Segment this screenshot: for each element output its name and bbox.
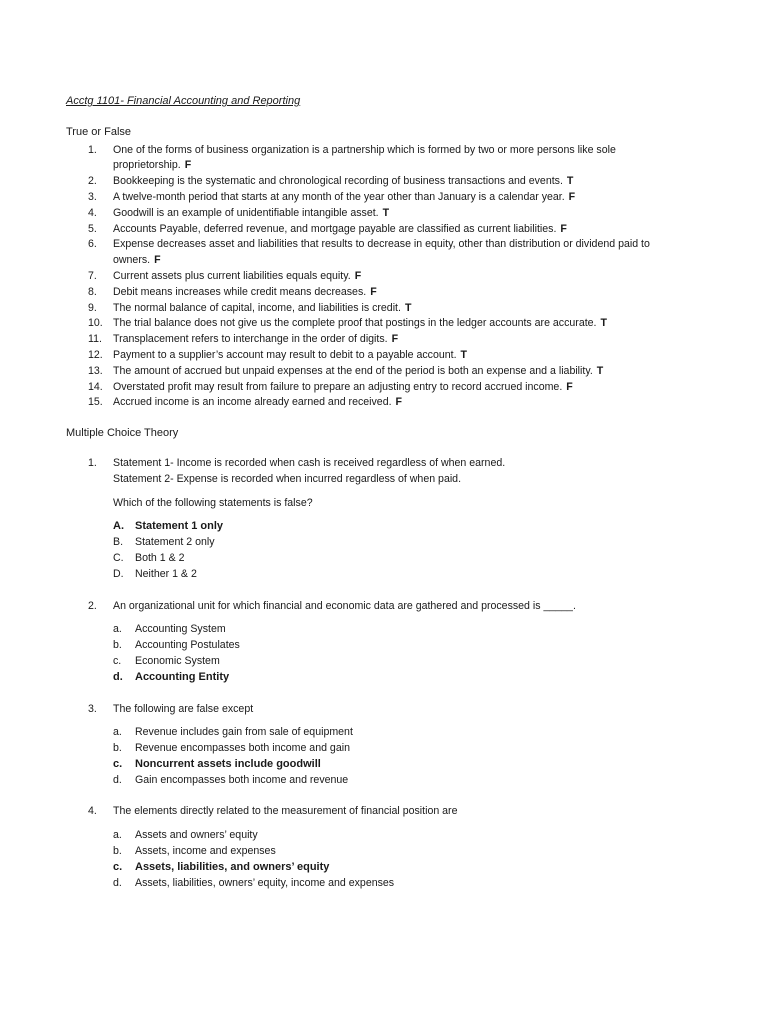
mc-option-letter: c. (113, 757, 123, 770)
mc-option (113, 828, 708, 844)
tf-answer: F (184, 159, 192, 172)
mc-option-letter: a. (113, 829, 122, 842)
mc-question (66, 804, 708, 891)
tf-answer: F (154, 254, 161, 267)
tf-item-text: The normal balance of capital, income, and liabilities is credit. (113, 301, 401, 314)
mc-option (113, 844, 708, 860)
tf-item (66, 269, 708, 285)
mc-option-text: Both 1 & 2 (135, 551, 185, 564)
mc-question-number: 4. (88, 805, 97, 818)
mc-option-correct (113, 519, 708, 535)
mc-options (113, 725, 708, 788)
mc-option-text: Revenue includes gain from sale of equipment (135, 726, 353, 739)
mc-option-letter: B. (113, 536, 124, 549)
tf-item-text: Bookkeeping is the systematic and chronological recording of business transactions and events. (113, 175, 563, 188)
tf-item-text: Accounts Payable, deferred revenue, and mortgage payable are classified as current liabilities. (113, 222, 557, 235)
tf-item-number: 9. (88, 301, 97, 314)
mc-option-letter: b. (113, 845, 122, 858)
document-title: Acctg 1101- Financial Accounting and Reporting (66, 95, 301, 107)
tf-answer: T (566, 175, 574, 188)
tf-item-number: 7. (88, 269, 97, 282)
tf-item-number: 2. (88, 175, 97, 188)
tf-item-text: Accrued income is an income already earned and received. (113, 396, 392, 409)
tf-item-number: 12. (88, 348, 103, 361)
mc-option-text: Revenue encompasses both income and gain (135, 742, 350, 755)
tf-answer: F (395, 396, 403, 409)
mc-question-stem: The elements directly related to the measurement of financial position are (113, 805, 458, 818)
mc-option-letter: A. (113, 520, 124, 533)
mc-question (66, 599, 708, 686)
mc-option (113, 622, 708, 638)
tf-answer: F (568, 190, 576, 203)
tf-answer: T (382, 206, 390, 219)
tf-item-text: owners. (113, 254, 151, 267)
tf-item-text: Expense decreases asset and liabilities that results to decrease in equity, other than distribution or dividend paid to (113, 238, 650, 251)
tf-answer: T (600, 317, 607, 330)
tf-item-text: Debit means increases while credit means decreases. (113, 285, 367, 298)
mc-option-text: Neither 1 & 2 (135, 567, 197, 580)
tf-item-number: 8. (88, 285, 97, 298)
mc-option-correct (113, 860, 708, 876)
tf-item-number: 11. (88, 333, 102, 346)
mc-option-letter: c. (113, 654, 122, 667)
tf-item (66, 237, 708, 269)
mc-option-text: Assets, income and expenses (135, 845, 276, 858)
mc-question-prompt: Which of the following statements is false? (113, 496, 313, 509)
mc-option-text: Assets, liabilities, and owners’ equity (135, 860, 330, 873)
mc-option (113, 567, 708, 583)
mc-question-number: 1. (88, 456, 97, 469)
mc-question-stem: Statement 1- Income is recorded when cash is received regardless of when earned. (113, 456, 506, 469)
mc-option-text: Noncurrent assets include goodwill (135, 757, 321, 770)
tf-item-text: Payment to a supplier’s account may result to debit to a payable account. (113, 348, 457, 361)
tf-item (66, 143, 708, 175)
mc-option-correct (113, 670, 708, 686)
mc-options (113, 519, 708, 582)
mc-options (113, 622, 708, 685)
mc-option-letter: d. (113, 670, 123, 683)
tf-item (66, 190, 708, 206)
mc-option (113, 773, 708, 789)
multiple-choice-heading: Multiple Choice Theory (66, 427, 179, 440)
tf-answer: T (460, 348, 468, 361)
tf-item-text: The trial balance does not give us the complete proof that postings in the ledger accounts are accurate. (113, 317, 597, 330)
mc-option-text: Statement 2 only (135, 536, 215, 549)
tf-item (66, 174, 708, 190)
mc-option-letter: b. (113, 742, 122, 755)
mc-option-letter: D. (113, 567, 124, 580)
mc-option-letter: a. (113, 726, 122, 739)
tf-item-number: 14. (88, 380, 103, 393)
tf-item (66, 301, 708, 317)
mc-option (113, 551, 708, 567)
tf-item (66, 395, 708, 411)
tf-item (66, 316, 708, 332)
tf-item-text: One of the forms of business organization is a partnership which is formed by two or more persons like sole (113, 143, 616, 156)
tf-item-number: 10. (88, 317, 103, 330)
tf-item (66, 348, 708, 364)
mc-option-text: Accounting Entity (135, 670, 230, 683)
tf-item (66, 222, 708, 238)
tf-item-text: proprietorship. (113, 159, 181, 172)
mc-question-stem: Statement 2- Expense is recorded when incurred regardless of when paid. (113, 472, 462, 485)
mc-question-stem: The following are false except (113, 702, 254, 715)
tf-item (66, 364, 708, 380)
mc-option-letter: C. (113, 551, 124, 564)
tf-item (66, 206, 708, 222)
tf-item-number: 13. (88, 364, 103, 377)
tf-item-number: 15. (88, 396, 103, 409)
tf-item-number: 1. (88, 143, 97, 156)
mc-option-text: Gain encompasses both income and revenue (135, 773, 349, 786)
mc-option (113, 638, 708, 654)
mc-question (66, 456, 708, 583)
tf-item-text: Current assets plus current liabilities equals equity. (113, 269, 351, 282)
tf-item-text: Overstated profit may result from failure to prepare an adjusting entry to record accrued income. (113, 380, 563, 393)
mc-option-correct (113, 757, 708, 773)
multiple-choice-list (66, 456, 708, 892)
tf-answer: F (391, 333, 399, 346)
tf-item (66, 332, 708, 348)
tf-item (66, 285, 708, 301)
mc-option-text: Accounting System (135, 623, 226, 636)
mc-question-stem: An organizational unit for which financial and economic data are gathered and processed is _____. (113, 599, 576, 612)
mc-option-letter: d. (113, 876, 122, 889)
mc-option-text: Economic System (135, 654, 220, 667)
tf-item-number: 4. (88, 206, 97, 219)
tf-answer: T (596, 364, 604, 377)
mc-question-number: 2. (88, 599, 97, 612)
mc-option (113, 654, 708, 670)
mc-option-text: Accounting Postulates (135, 639, 240, 652)
mc-option-text: Assets, liabilities, owners’ equity, income and expenses (135, 876, 395, 889)
true-false-list (66, 143, 708, 412)
mc-question (66, 702, 708, 789)
true-false-heading: True or False (66, 125, 132, 138)
tf-item-text: The amount of accrued but unpaid expenses at the end of the period is both an expense and a liability. (113, 364, 593, 377)
mc-option-letter: a. (113, 623, 122, 636)
mc-question-number: 3. (88, 702, 97, 715)
tf-item (66, 380, 708, 396)
mc-option-letter: d. (113, 773, 122, 786)
tf-answer: F (560, 222, 567, 235)
mc-options (113, 828, 708, 891)
mc-option-text: Assets and owners’ equity (135, 829, 258, 842)
tf-item-number: 3. (88, 190, 97, 203)
mc-option (113, 725, 708, 741)
tf-item-text: Transplacement refers to interchange in the order of digits. (113, 333, 388, 346)
mc-option (113, 876, 708, 892)
tf-item-number: 6. (88, 238, 97, 251)
tf-item-text: A twelve-month period that starts at any month of the year other than January is a calendar year. (113, 190, 565, 203)
tf-item-number: 5. (88, 222, 97, 235)
tf-item-text: Goodwill is an example of unidentifiable intangible asset. (113, 206, 379, 219)
mc-option (113, 535, 708, 551)
mc-option-letter: c. (113, 860, 123, 873)
tf-answer: F (566, 380, 573, 393)
tf-answer: F (370, 285, 377, 298)
mc-option-letter: b. (113, 639, 122, 652)
mc-option (113, 741, 708, 757)
tf-answer: T (404, 301, 412, 314)
mc-option-text: Statement 1 only (135, 520, 224, 533)
tf-answer: F (354, 269, 362, 282)
